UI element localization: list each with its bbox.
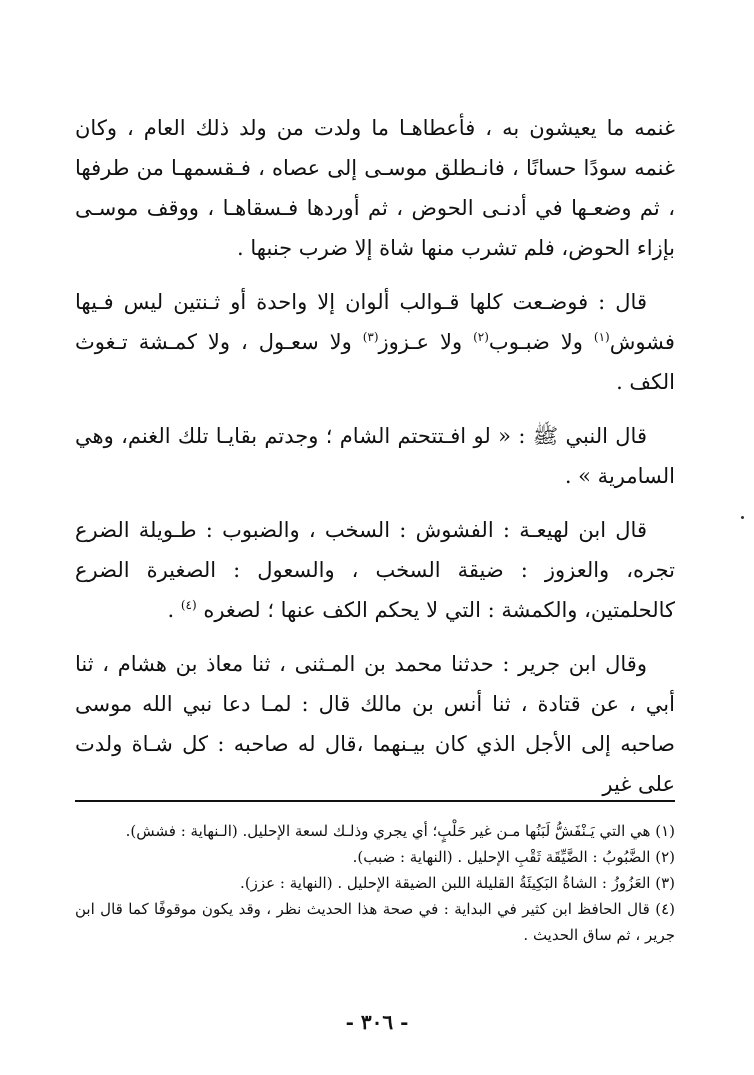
paragraph-2-text-c: ولا عـزوز — [378, 330, 474, 354]
footnote-divider — [75, 800, 675, 802]
footnote-number: (٢) — [655, 848, 675, 866]
paragraph-2-text-d: ولا سعـول ، ولا كمـشة تـغوث الكف . — [75, 330, 675, 394]
paragraph-2-text-a: قال : فوضـعت كلها قـوالب ألوان إلا واحدة أو ثـنتين ليس فـيها فشوش — [75, 290, 675, 354]
footnote-text: العَزُوزُ : الشاةُ البَكِيئَةُ القليلة اللبن الضيقة الإحليل . (النهاية : عزز). — [240, 874, 651, 892]
paragraph-2-text-b: ولا ضبـوب — [488, 330, 594, 354]
paragraph-4 — [75, 510, 675, 630]
footnote-number: (٣) — [655, 874, 675, 892]
scan-mark — [741, 516, 744, 519]
paragraph-3: قال النبي ﷺ : « لو افـتتحتم الشام ؛ وجدتم بقايـا تلك الغنم، وهي السامرية » . — [75, 424, 675, 488]
footnote-4 — [75, 896, 675, 948]
paragraph-2 — [75, 282, 675, 402]
footnote-3 — [75, 870, 675, 896]
footnote-2 — [75, 844, 675, 870]
footnote-text: الضَّبُوبُ : الضَّيِّقَة ثَقْبِ الإحليل . (النهاية : ضبب). — [352, 848, 651, 866]
paragraph-5: وقال ابن جرير : حدثنا محمد بن المـثنى ، ثنا معاذ بن هشام ، ثنا أبي ، عن قتادة ، ثنا أنس بن مالك قال : لمـا دعا نبي الله موسى صاحبه إلى الأجل الذي كان بيـنهما ،قال له صاحبه : كل شـاة ولدت على غير — [75, 652, 675, 796]
footnote-number: (٤) — [655, 900, 675, 918]
footnote-text: قال الحافظ ابن كثير في البداية : في صحة هذا الحديث نظر ، وقد يكون موقوفًا كما قال ابن جرير ، ثم ساق الحديث . — [75, 900, 675, 944]
paragraph-4-text-a: قال ابن لهيعـة : الفشوش : السخب ، والضبوب : طـويلة الضرع تجره، والعزوز : ضيقة السخب ، والسعول : الصغيرة الضرع كالحلمتين، والكمشة : التي لا يحكم الكف عنها ؛ لصغره — [75, 518, 675, 622]
footnote-ref-1[interactable]: (١) — [593, 330, 610, 344]
footnote-text: هي التي يَـنْفَشُّ لَبَنُها مـن غير حَلْبٍ؛ أي يجري وذلـك لسعة الإحليل. (الـنهاية : فشش). — [125, 822, 651, 840]
footnote-ref-2[interactable]: (٢) — [473, 330, 489, 344]
footnote-ref-4[interactable]: (٤) — [180, 598, 197, 612]
main-text — [75, 108, 675, 818]
footnotes — [75, 818, 675, 948]
paragraph-1: غنمه ما يعيشون به ، فأعطاهـا ما ولدت من ولد ذلك العام ، وكان غنمه سودًا حسانًا ، فانـطلق موسـى إلى عصاه ، فـقسمهـا من طرفها ، ثم وضعـها في أدنـى الحوض ، ثم أوردها فـسقاهـا ، ووقف موسـى بإزاء الحوض، فلم تشرب منها شاة إلا ضرب جنبها . — [75, 116, 675, 260]
footnote-number: (١) — [655, 822, 675, 840]
footnote-ref-3[interactable]: (٣) — [362, 330, 379, 344]
page-number: - ٣٠٦ - — [345, 1010, 409, 1034]
paragraph-4-text-b: . — [167, 598, 181, 622]
footnote-1 — [75, 818, 675, 844]
